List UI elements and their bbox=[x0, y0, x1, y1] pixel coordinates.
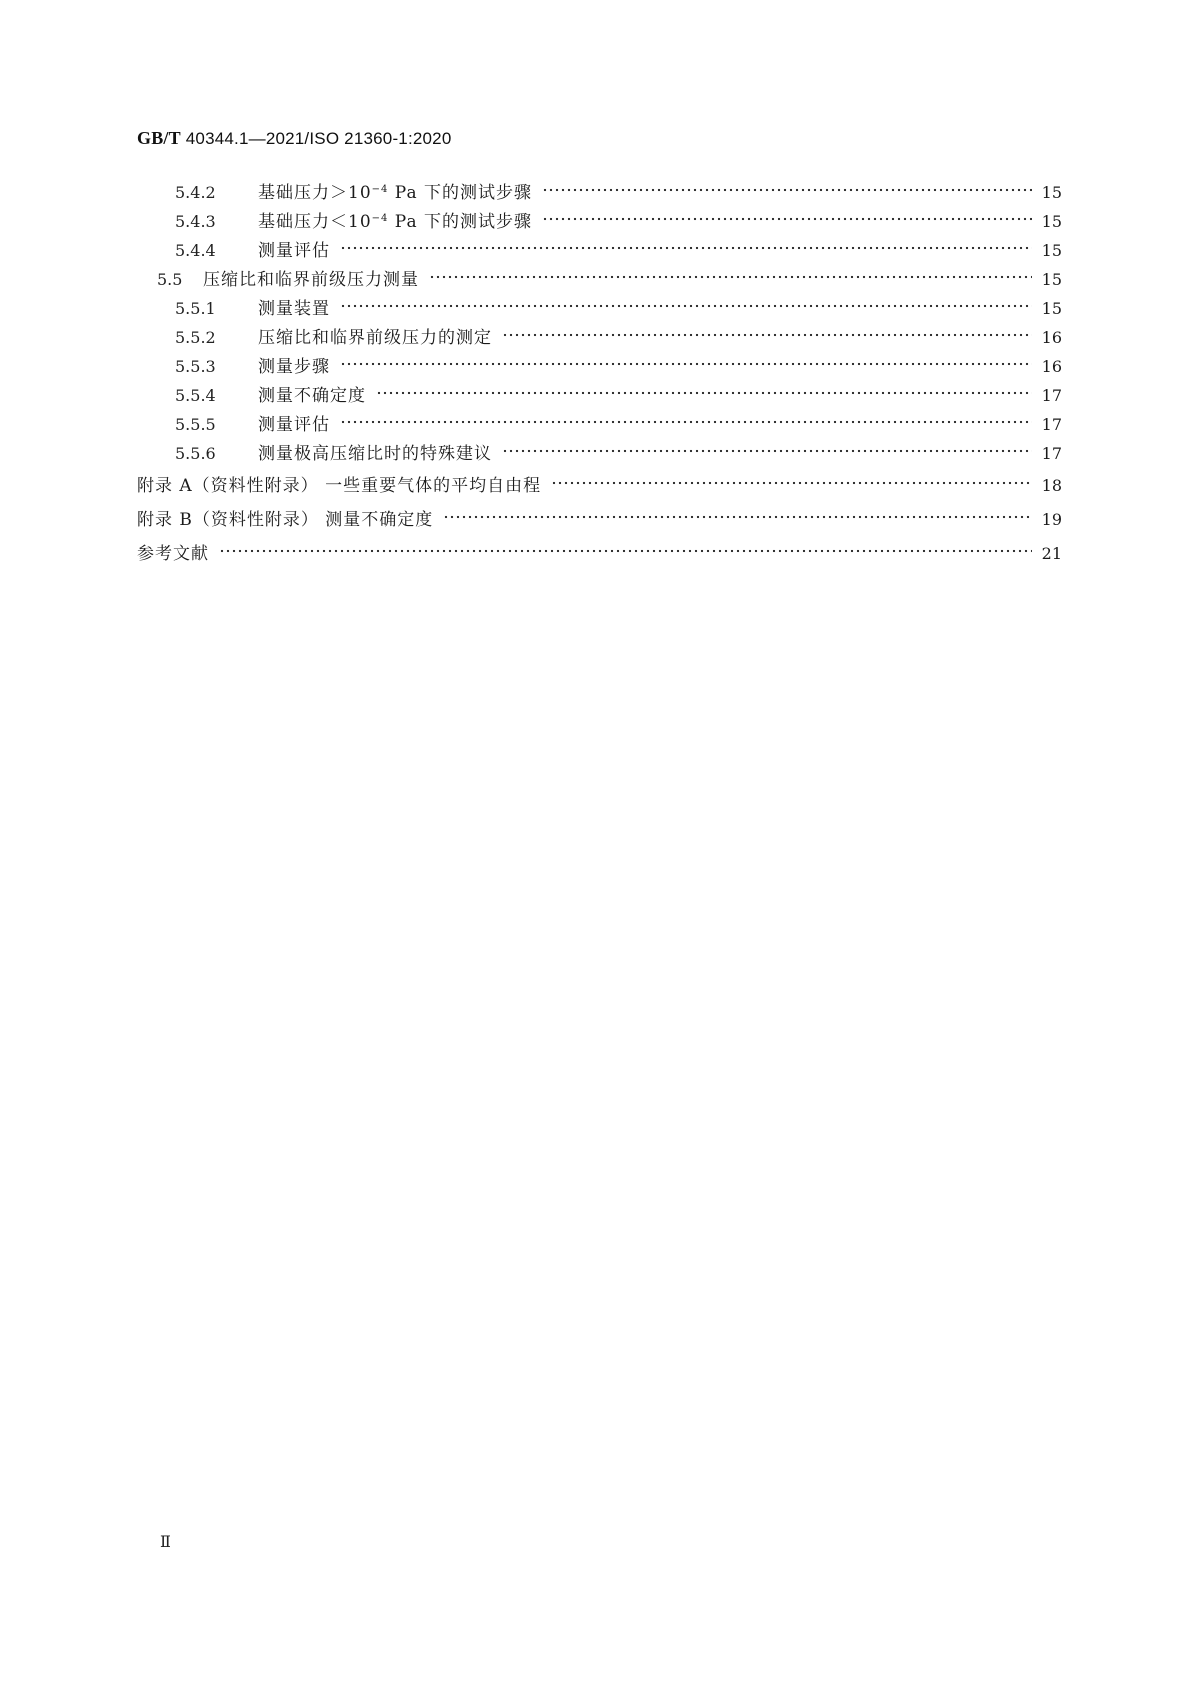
toc-entry-title: 测量不确定度 bbox=[258, 386, 366, 406]
toc-entry-title-part: Pa 下的测试步骤 bbox=[388, 183, 533, 203]
toc-entry-title: 附录 A（资料性附录） 一些重要气体的平均自由程 bbox=[137, 476, 542, 496]
leader-dots bbox=[376, 389, 1032, 397]
standard-code: GB/T bbox=[137, 128, 181, 148]
toc-entry-page: 15 bbox=[1041, 183, 1062, 202]
leader-dots bbox=[551, 479, 1032, 487]
toc-entry[interactable] bbox=[137, 439, 1062, 467]
toc-entry-title-part: Pa 下的测试步骤 bbox=[388, 212, 533, 232]
toc-entry-page: 17 bbox=[1041, 415, 1062, 434]
leader-dots bbox=[340, 418, 1032, 426]
toc-entry-page: 15 bbox=[1041, 270, 1062, 289]
page-number: Ⅱ bbox=[160, 1532, 171, 1551]
toc-entry-number: 5.5 bbox=[157, 270, 183, 289]
leader-dots bbox=[340, 244, 1032, 252]
toc-entry-page: 16 bbox=[1041, 357, 1062, 376]
toc-entry-title: 参考文献 bbox=[137, 544, 209, 564]
toc-entry-number: 5.5.1 bbox=[175, 299, 216, 318]
toc-entry-number: 5.4.4 bbox=[175, 241, 216, 260]
toc-entry-title: 压缩比和临界前级压力的测定 bbox=[258, 328, 492, 348]
toc-entry-page: 15 bbox=[1041, 212, 1062, 231]
leader-dots bbox=[219, 547, 1032, 555]
toc-entry-title: 测量装置 bbox=[258, 299, 330, 319]
toc-entry-page: 15 bbox=[1041, 241, 1062, 260]
leader-dots bbox=[340, 302, 1032, 310]
toc-entry-page: 21 bbox=[1041, 544, 1062, 563]
toc-entry[interactable] bbox=[137, 323, 1062, 351]
toc-entry[interactable] bbox=[137, 178, 1062, 206]
toc-entry-number: 5.4.2 bbox=[175, 183, 216, 202]
standard-number: 40344.1—2021/ISO 21360-1:2020 bbox=[185, 129, 452, 148]
toc-entry-title: 测量步骤 bbox=[258, 357, 330, 377]
toc-entry-number: 5.5.2 bbox=[175, 328, 216, 347]
toc-entry-title: 测量评估 bbox=[258, 415, 330, 435]
toc-entry-title: 测量评估 bbox=[258, 241, 330, 261]
toc-entry-number: 5.4.3 bbox=[175, 212, 216, 231]
toc-entry-page: 18 bbox=[1041, 476, 1062, 495]
leader-dots bbox=[443, 513, 1032, 521]
toc-entry-number: 5.5.5 bbox=[175, 415, 216, 434]
toc-entry[interactable] bbox=[137, 294, 1062, 322]
toc-entry-superscript: −4 bbox=[371, 184, 389, 195]
toc-entry-number: 5.5.3 bbox=[175, 357, 216, 376]
toc-entry-appendix-a[interactable] bbox=[137, 471, 1062, 499]
toc-entry-title bbox=[250, 207, 532, 232]
toc-entry[interactable] bbox=[137, 410, 1062, 438]
toc-entry-appendix-b[interactable] bbox=[137, 505, 1062, 533]
toc-entry[interactable] bbox=[137, 352, 1062, 380]
leader-dots bbox=[542, 215, 1032, 223]
toc-entry-title-part: 基础压力＞10 bbox=[258, 183, 372, 203]
toc-entry-number: 5.5.6 bbox=[175, 444, 216, 463]
toc-entry[interactable] bbox=[137, 207, 1062, 235]
toc-entry[interactable] bbox=[137, 265, 1062, 293]
document-header bbox=[137, 128, 452, 149]
toc-entry-references[interactable] bbox=[137, 539, 1062, 567]
leader-dots bbox=[429, 273, 1032, 281]
leader-dots bbox=[340, 360, 1032, 368]
toc-entry-title bbox=[250, 178, 532, 203]
toc-entry-page: 15 bbox=[1041, 299, 1062, 318]
toc-entry[interactable] bbox=[137, 236, 1062, 264]
toc-entry-title: 测量极高压缩比时的特殊建议 bbox=[258, 444, 492, 464]
leader-dots bbox=[502, 447, 1032, 455]
leader-dots bbox=[542, 186, 1032, 194]
toc-entry[interactable] bbox=[137, 381, 1062, 409]
toc-entry-number: 5.5.4 bbox=[175, 386, 216, 405]
toc-entry-title: 附录 B（资料性附录） 测量不确定度 bbox=[137, 510, 434, 530]
toc-entry-superscript: −4 bbox=[371, 213, 389, 224]
toc-entry-title-part: 基础压力＜10 bbox=[258, 212, 372, 232]
toc-entry-page: 16 bbox=[1041, 328, 1062, 347]
toc-entry-page: 17 bbox=[1041, 386, 1062, 405]
toc-entry-page: 19 bbox=[1041, 510, 1062, 529]
leader-dots bbox=[502, 331, 1032, 339]
toc-entry-page: 17 bbox=[1041, 444, 1062, 463]
toc-entry-title: 压缩比和临界前级压力测量 bbox=[203, 270, 419, 290]
